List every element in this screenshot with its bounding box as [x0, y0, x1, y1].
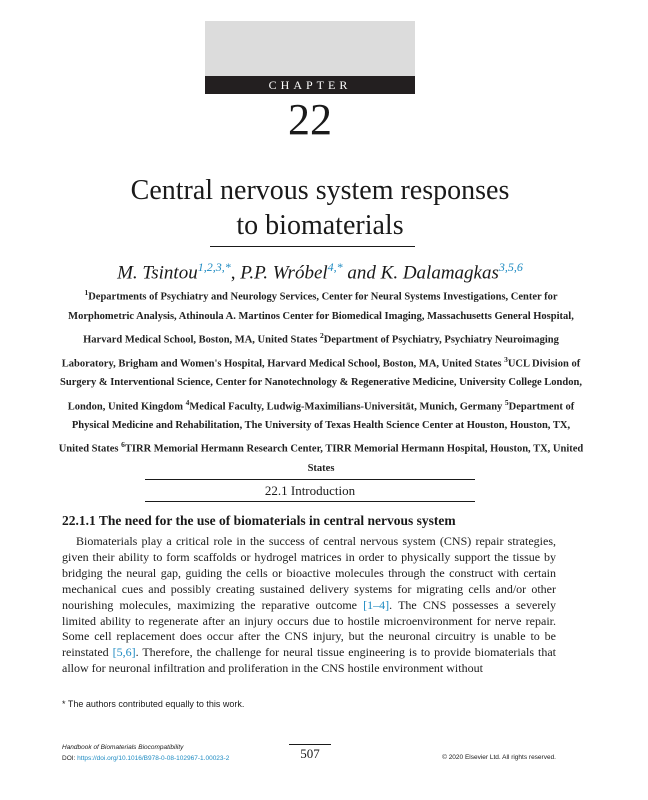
- affiliation-marker: 2: [319, 330, 324, 340]
- chapter-label: CHAPTER: [205, 76, 415, 94]
- affiliation-text: TIRR Memorial Hermann Research Center, TIRR Memorial Hermann Hospital, Houston, TX, United States: [124, 443, 584, 475]
- chapter-number: 22: [288, 95, 332, 144]
- section-rule-bottom: [145, 501, 475, 502]
- citation-link[interactable]: [5,6]: [112, 645, 136, 660]
- section-heading: 22.1 Introduction: [264, 483, 356, 498]
- author-line: [20, 254, 620, 286]
- page-number: 507: [300, 746, 320, 761]
- paragraph-text: . The CNS possesses a severely limited ability to regenerate after an injury occurs due to hostile microenvironment for nerve repair. Some cell replacement does occur after the CNS injury, but the neuronal circuitry is unable to be reinstated: [62, 597, 556, 660]
- paragraph-text: . Therefore, the challenge for neural tissue engineering is to provide biomaterials that allow for neuronal infiltration and proliferation in the CNS hostile environment without: [62, 645, 556, 676]
- affiliation-text: Department of Physical Medicine and Rehabilitation, The University of Texas Health Science Center at Houston, Houston, TX, United States: [58, 401, 575, 455]
- book-title: Handbook of Biomaterials Biocompatibility: [62, 744, 184, 751]
- affiliation-text: Departments of Psychiatry and Neurology Services, Center for Neural Systems Investigations, Center for Morphometric Analysis, Athinoula A. Martinos Center for Biomedical Imaging, Massachusetts General Hospital, Harvard Medical School, Boston, MA, United States: [68, 291, 574, 346]
- author-name: P.P. Wróbel: [240, 262, 328, 284]
- chapter-title: [60, 173, 580, 243]
- author-name: K. Dalamagkas: [380, 262, 499, 284]
- doi-line: [62, 753, 302, 764]
- affiliation-superscript[interactable]: 4,*: [327, 260, 343, 274]
- subsection-heading: 22.1.1 The need for the use of biomaterials in central nervous system: [62, 513, 456, 528]
- author-separator: ,: [230, 262, 241, 284]
- section-rule-top: [145, 479, 475, 480]
- affiliation-marker: 1: [84, 288, 89, 297]
- footer-citation: [62, 742, 302, 764]
- author-separator: and: [342, 262, 381, 284]
- affiliations: [58, 283, 584, 478]
- doi-label: DOI:: [62, 755, 78, 762]
- body-paragraph: [62, 534, 556, 677]
- paragraph-text: Biomaterials play a critical role in the success of central nervous system (CNS) repair strategies, given their ability to form scaffolds or hydrogel matrices in order to physically support the tissue by bridging the neural gap, guiding the cells or bioactive molecules through the construct with certain mechanical cues and possibly creating sustained delivery systems for migrating cells and/or other nourishing molecules, maximizing the reparative outcome: [62, 534, 556, 612]
- author-name: M. Tsintou: [117, 262, 198, 284]
- title-divider: [210, 246, 415, 247]
- affiliation-marker: 3: [504, 354, 508, 364]
- affiliation-superscript[interactable]: 1,2,3,*: [197, 260, 231, 274]
- affiliation-marker: 4: [185, 397, 190, 407]
- doi-link[interactable]: https://doi.org/10.1016/B978-0-08-102967-1.00023-2: [77, 755, 230, 762]
- copyright-notice: © 2020 Elsevier Ltd. All rights reserved.: [442, 754, 556, 761]
- affiliation-superscript[interactable]: 3,5,6: [498, 260, 523, 274]
- affiliation-text: Medical Faculty, Ludwig-Maximilians-Universität, Munich, Germany: [189, 401, 505, 413]
- affiliation-marker: 6: [121, 440, 125, 450]
- chapter-header-box: [205, 21, 415, 76]
- chapter-title-line2: to biomaterials: [236, 210, 404, 241]
- citation-link[interactable]: [1–4]: [363, 597, 390, 612]
- page-number-rule: [289, 744, 331, 745]
- affiliation-text: Department of Psychiatry, Psychiatry Neuroimaging Laboratory, Brigham and Women's Hospital, Harvard Medical School, Boston, MA, United States: [61, 334, 559, 370]
- affiliation-text: UCL Division of Surgery & Interventional Science, Center for Nanotechnology & Regenerative Medicine, University College London, London, United Kingdom: [60, 358, 582, 413]
- footnote: * The authors contributed equally to this work.: [62, 699, 245, 709]
- chapter-title-line1: Central nervous system responses: [130, 175, 510, 206]
- affiliation-marker: 5: [504, 397, 509, 407]
